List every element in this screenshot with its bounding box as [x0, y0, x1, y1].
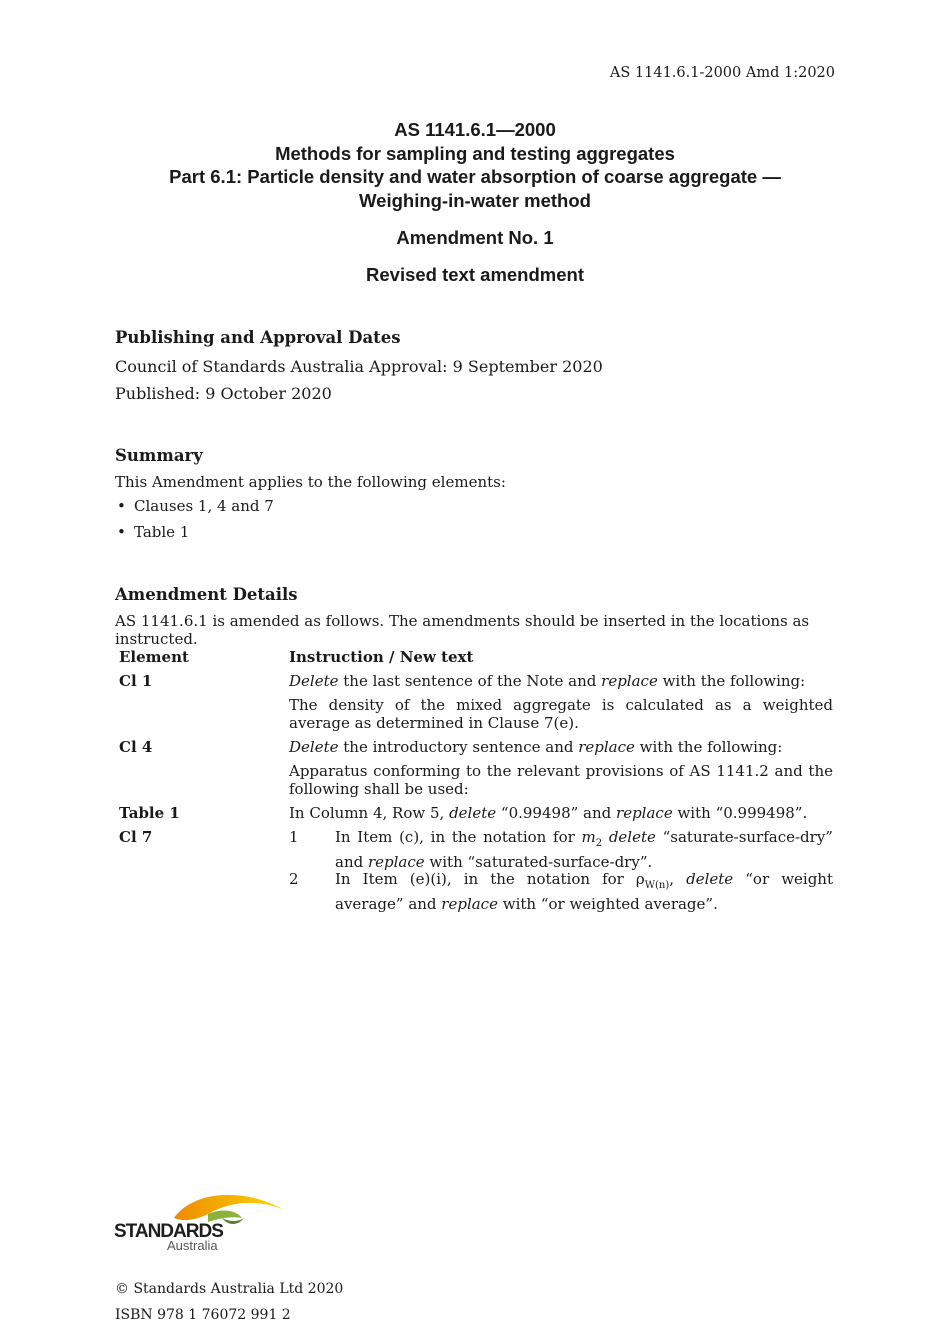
- summary-list: [115, 497, 835, 541]
- table-row: [115, 738, 835, 762]
- copyright: © Standards Australia Ltd 2020: [115, 1281, 344, 1297]
- element-cell: Cl 1: [119, 672, 153, 690]
- logo-word-australia: Australia: [167, 1238, 218, 1252]
- table-row: [115, 672, 835, 696]
- header-element: Element: [119, 648, 189, 666]
- summary-intro: This Amendment applies to the following elements:: [115, 473, 506, 491]
- summary-heading: Summary: [115, 446, 203, 465]
- amendment-table: [115, 648, 835, 913]
- instruction-cell: In Column 4, Row 5, delete “0.99498” and replace with “0.999498”.: [289, 804, 808, 822]
- numbered-item: 1 In Item (c), in the notation for $m_2$ delete “saturate-surface-dry” and replace with “saturated-surface-dry”.: [289, 828, 833, 871]
- logo-word-standards: STANDARDS: [114, 1221, 223, 1242]
- standard-number: AS 1141.6.1—2000: [394, 119, 556, 140]
- header-instruction: Instruction / New text: [289, 648, 474, 666]
- summary-section: [115, 446, 835, 549]
- standards-australia-logo: [112, 1188, 292, 1252]
- list-item: • Table 1: [117, 523, 190, 541]
- instruction-cell: Delete the last sentence of the Note and replace with the following:: [289, 672, 806, 690]
- details-section: [115, 585, 835, 648]
- standard-series-title: Methods for sampling and testing aggregates: [275, 142, 675, 164]
- list-item: • Clauses 1, 4 and 7: [117, 497, 274, 515]
- new-text-cell: Apparatus conforming to the relevant provisions of AS 1141.2 and the following shall be used:: [289, 762, 833, 798]
- table-row: [115, 870, 835, 913]
- part-title: Part 6.1: Particle density and water absorption of coarse aggregate —: [169, 166, 781, 187]
- table-header-row: [115, 648, 835, 672]
- new-text-cell: The density of the mixed aggregate is calculated as a weighted average as determined in Clause 7(e).: [289, 696, 833, 732]
- isbn: ISBN 978 1 76072 991 2: [115, 1307, 291, 1323]
- element-cell: Cl 7: [119, 828, 153, 846]
- table-row: [115, 804, 835, 828]
- amendment-number: Amendment No. 1: [396, 227, 554, 248]
- approval-date: Council of Standards Australia Approval: 9 September 2020: [115, 357, 603, 376]
- publishing-section: [115, 328, 835, 403]
- details-heading: Amendment Details: [115, 585, 298, 604]
- details-intro: AS 1141.6.1 is amended as follows. The amendments should be inserted in the locations as instructed.: [115, 612, 810, 648]
- published-date: Published: 9 October 2020: [115, 384, 332, 403]
- part-subtitle: Weighing-in-water method: [359, 189, 591, 211]
- table-row: [115, 828, 835, 870]
- instruction-cell: [289, 870, 833, 913]
- table-row: [115, 696, 835, 738]
- publishing-heading: Publishing and Approval Dates: [115, 328, 401, 347]
- table-row: [115, 762, 835, 804]
- instruction-cell: Delete the introductory sentence and replace with the following:: [289, 738, 783, 756]
- amendment-type: Revised text amendment: [366, 264, 584, 285]
- title-block: [0, 118, 950, 286]
- instruction-cell: [289, 828, 833, 870]
- document-reference: AS 1141.6.1-2000 Amd 1:2020: [609, 65, 835, 81]
- element-cell: Cl 4: [119, 738, 153, 756]
- numbered-item: 2 In Item (e)(i), in the notation for $\rho_{W(n)}$, delete “or weight average” and replace with “or weighted average”.: [289, 870, 833, 913]
- element-cell: Table 1: [119, 804, 180, 822]
